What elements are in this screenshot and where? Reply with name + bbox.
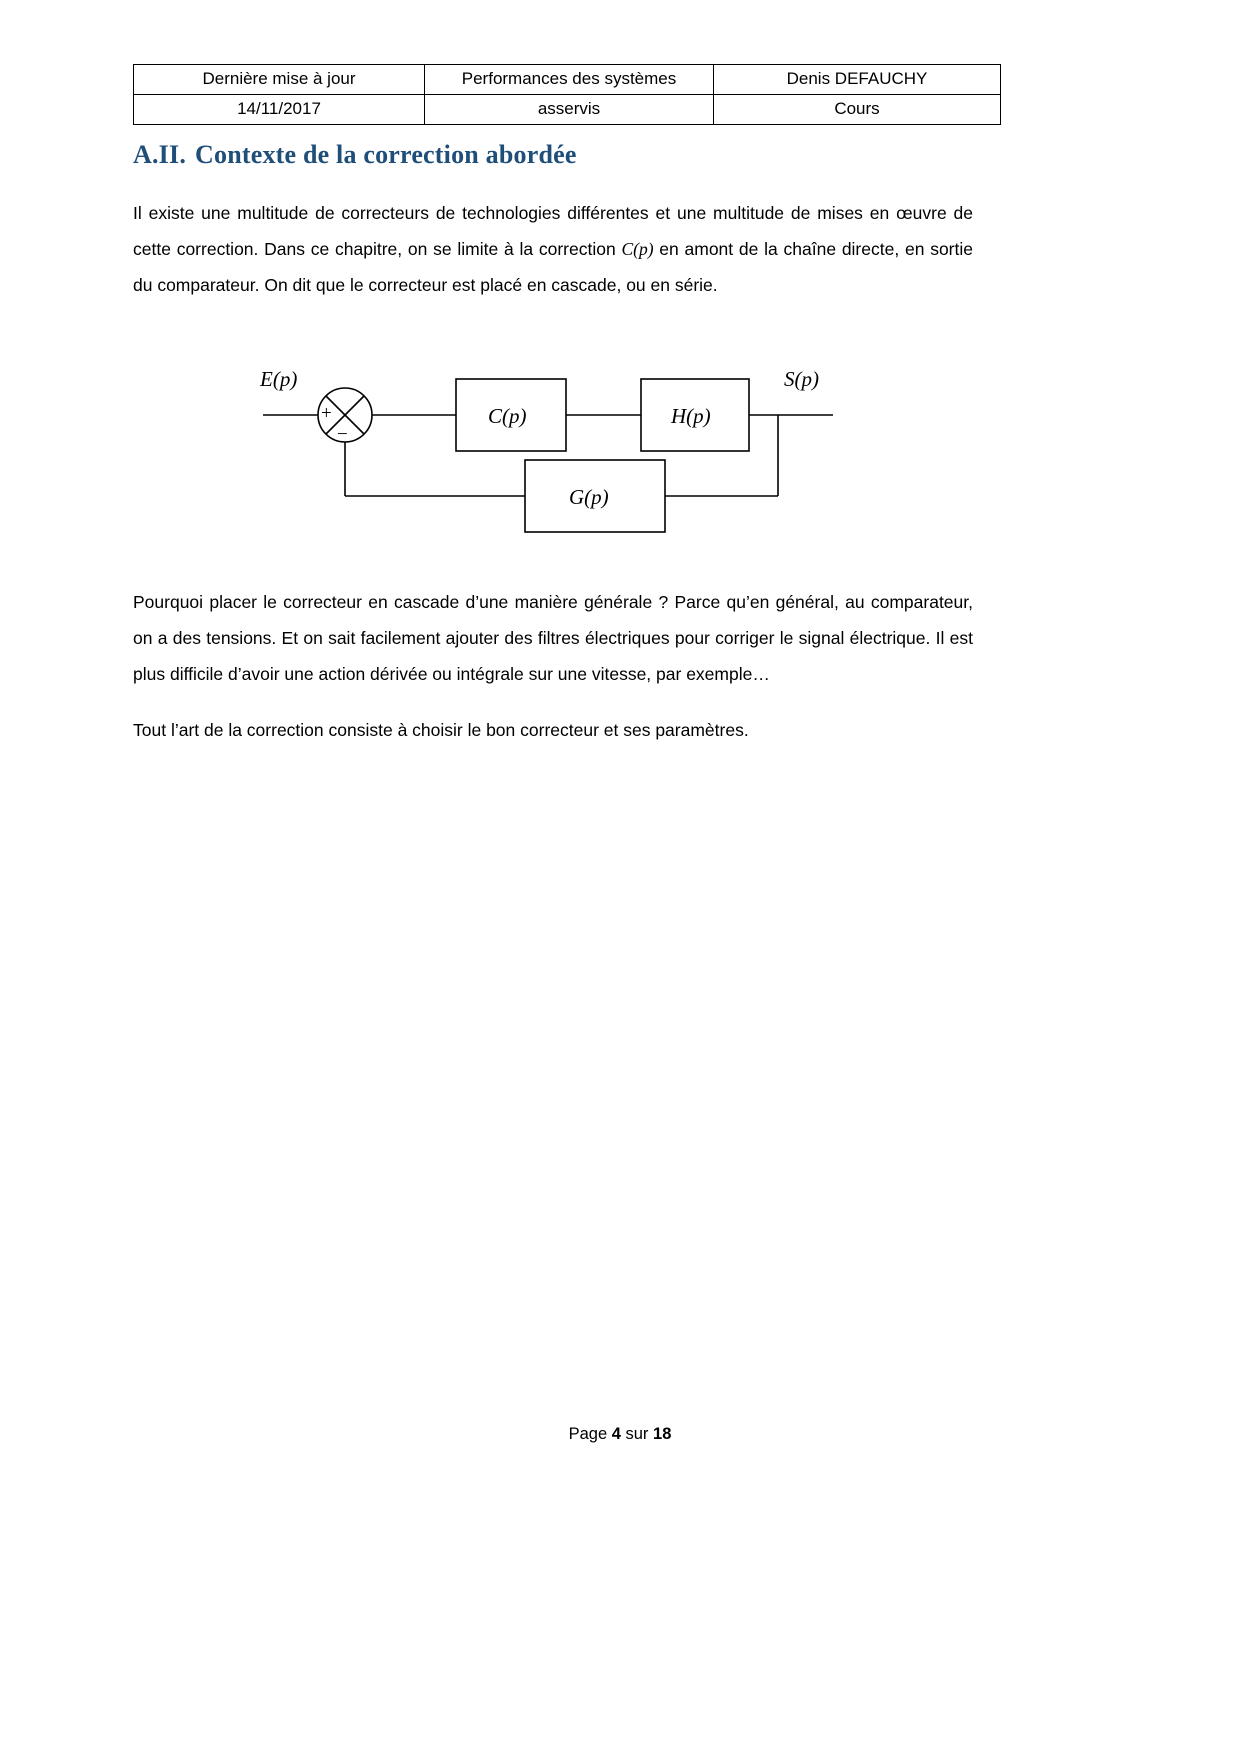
corrector-block-label: C(p): [488, 404, 527, 428]
header-doc-title-line1: Performances des systèmes: [425, 65, 714, 95]
block-diagram: [133, 340, 973, 550]
header-author: Denis DEFAUCHY: [714, 65, 1001, 95]
sum-plus-sign: +: [321, 403, 332, 424]
header-table: [133, 64, 1001, 125]
output-label: S(p): [784, 367, 819, 391]
table-row: [134, 65, 1001, 95]
footer-page-number: 4: [611, 1425, 621, 1443]
section-number: A.II.: [133, 140, 187, 169]
inline-math-cp: C(p): [621, 238, 654, 259]
header-last-update-date: 14/11/2017: [134, 94, 425, 124]
paragraph-intro: [133, 196, 973, 304]
section-title: Contexte de la correction abordée: [195, 140, 577, 169]
paragraph-intro-part2: en amont de la chaîne directe, en sortie du comparateur. On dit que le correcteur est placé en cascade, ou en série.: [133, 238, 973, 295]
paragraph-why-cascade: Pourquoi placer le correcteur en cascade d’une manière générale ? Parce qu’en général, au comparateur, on a des tensions. Et on sait facilement ajouter des filtres électriques pour corriger le signal électrique. Il est plus difficile d’avoir une action dérivée ou intégrale sur une vitesse, par exemple…: [133, 592, 973, 684]
header-doc-type: Cours: [714, 94, 1001, 124]
paragraph-intro-part1: Il existe une multitude de correcteurs de technologies différentes et une multitude de mises en œuvre de cette correction. Dans ce chapitre, on se limite à la correction: [133, 203, 973, 259]
page-title: [133, 140, 577, 170]
header-doc-title-line2: asservis: [425, 94, 714, 124]
input-label: E(p): [260, 367, 298, 391]
feedback-block-label: G(p): [569, 485, 609, 509]
footer-prefix: Page: [568, 1425, 612, 1443]
footer-middle: sur: [620, 1425, 654, 1443]
sum-minus-sign: −: [337, 424, 348, 445]
footer-total-pages: 18: [653, 1425, 672, 1443]
table-row: [134, 94, 1001, 124]
process-block-label: H(p): [671, 404, 711, 428]
paragraph-conclusion: Tout l’art de la correction consiste à choisir le bon correcteur et ses paramètres.: [133, 720, 749, 740]
page-footer: [0, 1425, 1240, 1444]
header-last-update-label: Dernière mise à jour: [134, 65, 425, 95]
